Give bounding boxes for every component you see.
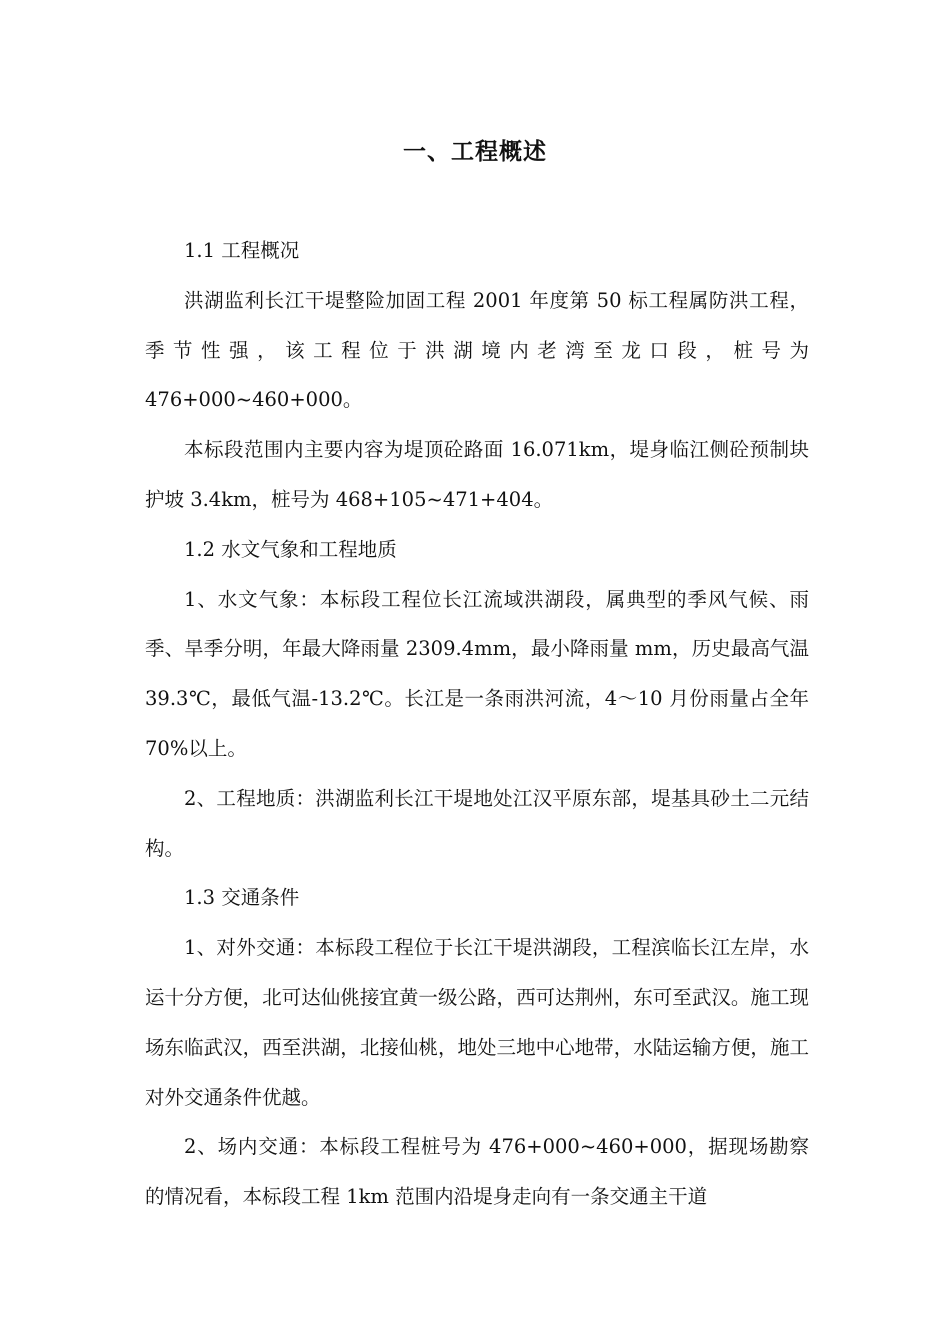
paragraph-geology: 2、工程地质：洪湖监利长江干堤地处江汉平原东部，堤基具砂土二元结构。 xyxy=(145,786,809,860)
subsection-heading-1-1: 1.1 工程概况 xyxy=(184,239,300,262)
section-title: 一、工程概述 xyxy=(403,139,547,165)
paragraph-external-traffic: 1、对外交通：本标段工程位于长江干堤洪湖段，工程滨临长江左岸，水运十分方便，北可达仙佻接宜黄一级公路，西可达荆州，东可至武汉。施工现场东临武汉，西至洪湖，北接仙桃，地处三地中心地带，水陆运输方便，施工对外交通条件优越。 xyxy=(145,936,809,1109)
subsection-heading-1-3: 1.3 交通条件 xyxy=(184,886,300,910)
paragraph-site-traffic: 2、场内交通：本标段工程桩号为 476+000~460+000，据现场勘察的情况看，本标段工程 1km 范围内沿堤身走向有一条交通主干道 xyxy=(145,1135,809,1209)
body-text xyxy=(145,226,809,1222)
paragraph-project-overview: 洪湖监利长江干堤整险加固工程 2001 年度第 50 标工程属防洪工程，季节性强，该工程位于洪湖境内老湾至龙口段，桩号为 476+000~460+000。 xyxy=(145,288,809,412)
paragraph-hydrology: 1、水文气象：本标段工程位长江流域洪湖段，属典型的季风气候、雨季、旱季分明，年最大降雨量 2309.4mm，最小降雨量 mm，历史最高气温 39.3℃，最低气温-13.2℃。长江是一条雨洪河流，4～10 月份雨量占全年 70%以上。 xyxy=(145,587,809,760)
subsection-heading-1-2: 1.2 水文气象和工程地质 xyxy=(184,537,397,561)
paragraph-scope: 本标段范围内主要内容为堤顶砼路面 16.071km，堤身临江侧砼预制块护坡 3.4km，桩号为 468+105~471+404。 xyxy=(145,438,809,511)
